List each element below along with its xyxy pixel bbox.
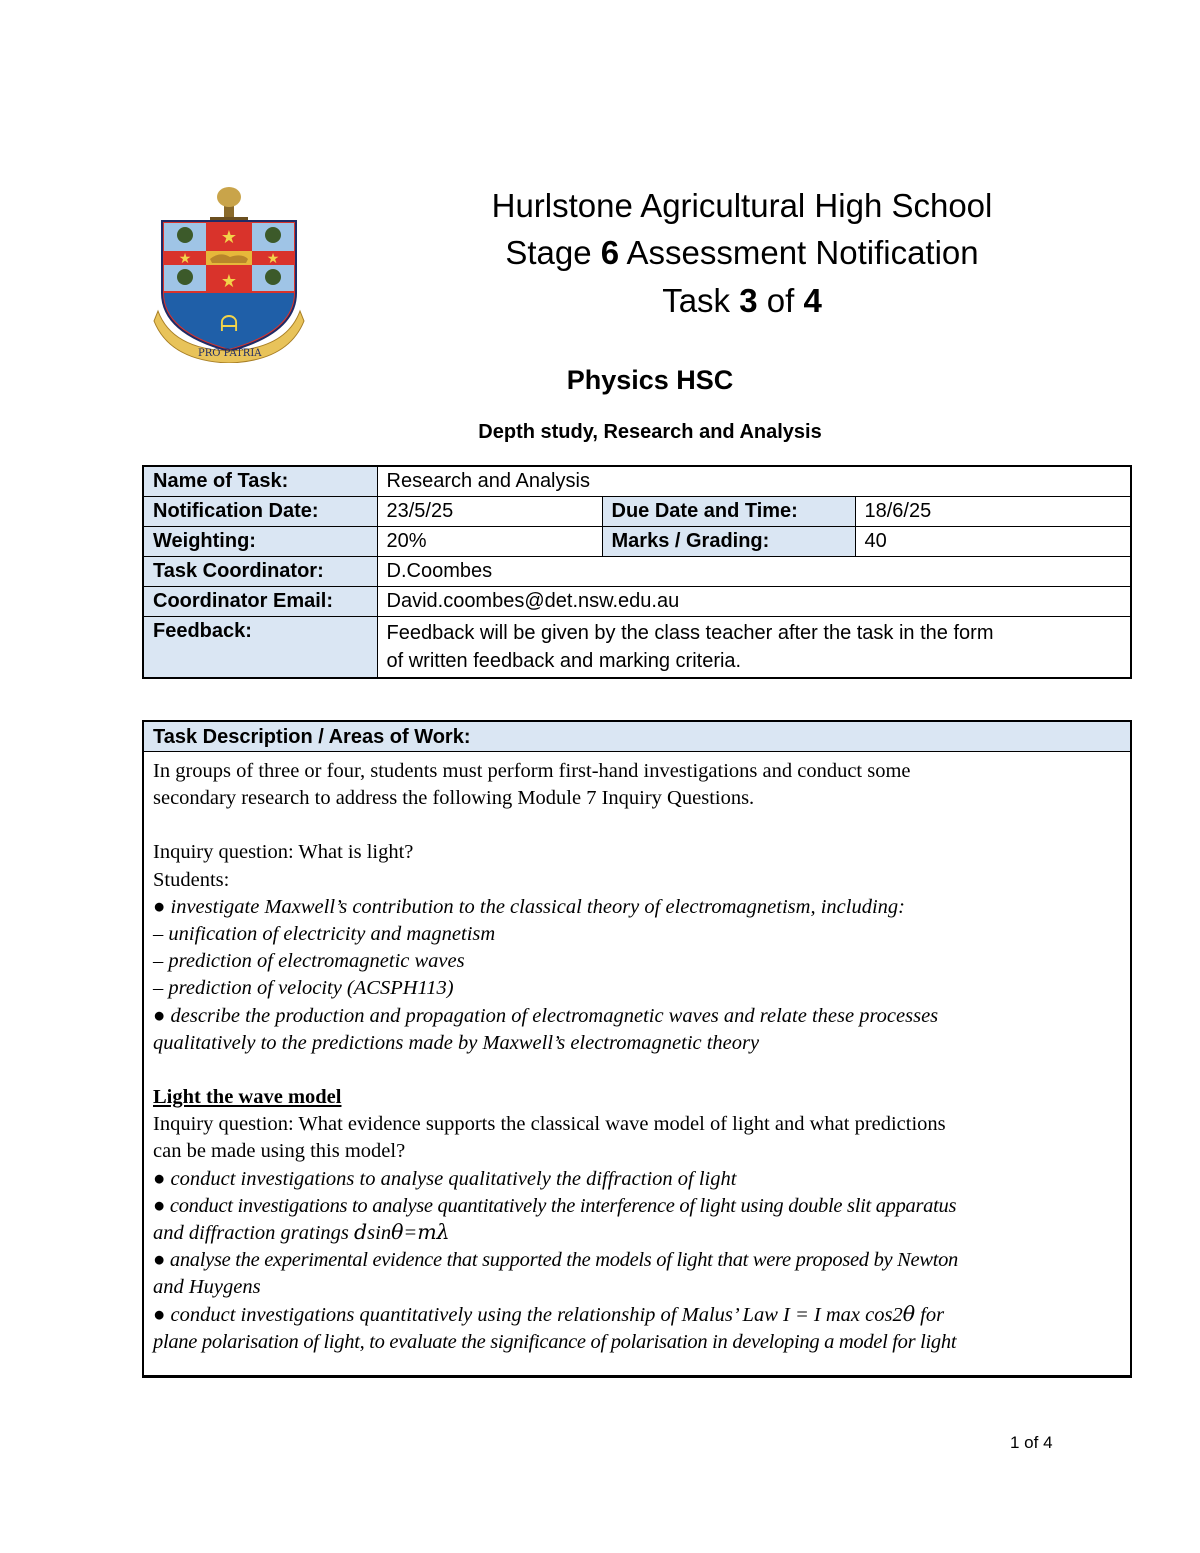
list-item: and diffraction gratings 𝑑sin𝜃=𝑚𝜆 [153,1222,450,1245]
intro-line: In groups of three or four, students must perform first-hand investigations and conduct some [153,760,911,782]
list-item: – prediction of electromagnetic waves [153,950,465,973]
table-row [143,497,1131,527]
section-title: Light the wave model [153,1086,342,1109]
crest-top-emblem [210,187,248,223]
list-item: ● conduct investigations to analyse qualitatively the diffraction of light [153,1167,737,1190]
task-coordinator-label: Task Coordinator: [143,557,377,587]
svg-text:★: ★ [266,251,280,267]
task-coordinator-value: D.Coombes [377,557,1131,587]
svg-text:★: ★ [220,227,238,248]
table-row [143,617,1131,679]
coordinator-email-label: Coordinator Email: [143,587,377,617]
inquiry-question: Inquiry question: What evidence supports the classical wave model of light and what predictions [153,1113,946,1136]
svg-text:ᗩ: ᗩ [219,312,239,337]
task-number-line: Task 3 of 4 [662,282,822,319]
name-of-task-label: Name of Task: [143,466,377,497]
notification-date-label: Notification Date: [143,497,377,527]
table-row [143,527,1131,557]
name-of-task-value: Research and Analysis [377,466,1131,497]
svg-text:★: ★ [178,251,192,267]
weighting-value: 20% [377,527,602,557]
students-label: Students: [153,868,230,891]
svg-text:★: ★ [220,271,238,292]
inquiry-question: can be made using this model? [153,1140,406,1163]
subject-title: Physics HSC [566,365,734,395]
marks-value: 40 [855,527,1131,557]
marks-label: Marks / Grading: [602,527,855,557]
table-row [143,587,1131,617]
list-item: and Huygens [153,1276,261,1299]
list-item: plane polarisation of light, to evaluate the significance of polarisation in developing a model for light [153,1330,957,1353]
feedback-value: Feedback will be given by the class teacher after the task in the form of written feedback and marking criteria. [377,617,1131,679]
task-description-box [142,720,1132,1378]
task-description-body [144,752,1130,1356]
page-number: 1 of 4 [1010,1433,1053,1452]
feedback-label: Feedback: [143,617,377,679]
list-item: ● investigate Maxwell’s contribution to the classical theory of electromagnetism, including: [153,895,905,918]
stage-line: Stage 6 Assessment Notification [505,234,979,271]
table-row [143,557,1131,587]
intro-line: secondary research to address the following Module 7 Inquiry Questions. [153,787,755,810]
notification-date-value: 23/5/25 [377,497,602,527]
list-item: ● conduct investigations quantitatively using the relationship of Malus’ Law I = I max cos2𝜃 for [153,1303,945,1326]
task-info-table [142,465,1132,679]
crest-motto: PRO PATRIA [198,348,262,359]
school-name: Hurlstone Agricultural High School [491,187,993,224]
due-date-label: Due Date and Time: [602,497,855,527]
list-item: – prediction of velocity (ACSPH113) [153,977,454,1000]
due-date-value: 18/6/25 [855,497,1131,527]
list-item: ● describe the production and propagation of electromagnetic waves and relate these processes [153,1004,939,1027]
weighting-label: Weighting: [143,527,377,557]
table-row [143,466,1131,497]
list-item: – unification of electricity and magnetism [153,923,496,946]
list-item: qualitatively to the predictions made by Maxwell’s electromagnetic theory [153,1031,760,1054]
coordinator-email-value[interactable]: David.coombes@det.nsw.edu.au [377,587,1131,617]
list-item: ● conduct investigations to analyse quantitatively the interference of light using double slit apparatus [153,1194,957,1217]
task-description-header: Task Description / Areas of Work: [144,722,1130,752]
school-crest-logo [150,183,308,363]
inquiry-question: Inquiry question: What is light? [153,841,414,864]
task-subtitle: Depth study, Research and Analysis [478,421,822,443]
list-item: ● analyse the experimental evidence that supported the models of light that were proposed by Newton [153,1249,958,1272]
